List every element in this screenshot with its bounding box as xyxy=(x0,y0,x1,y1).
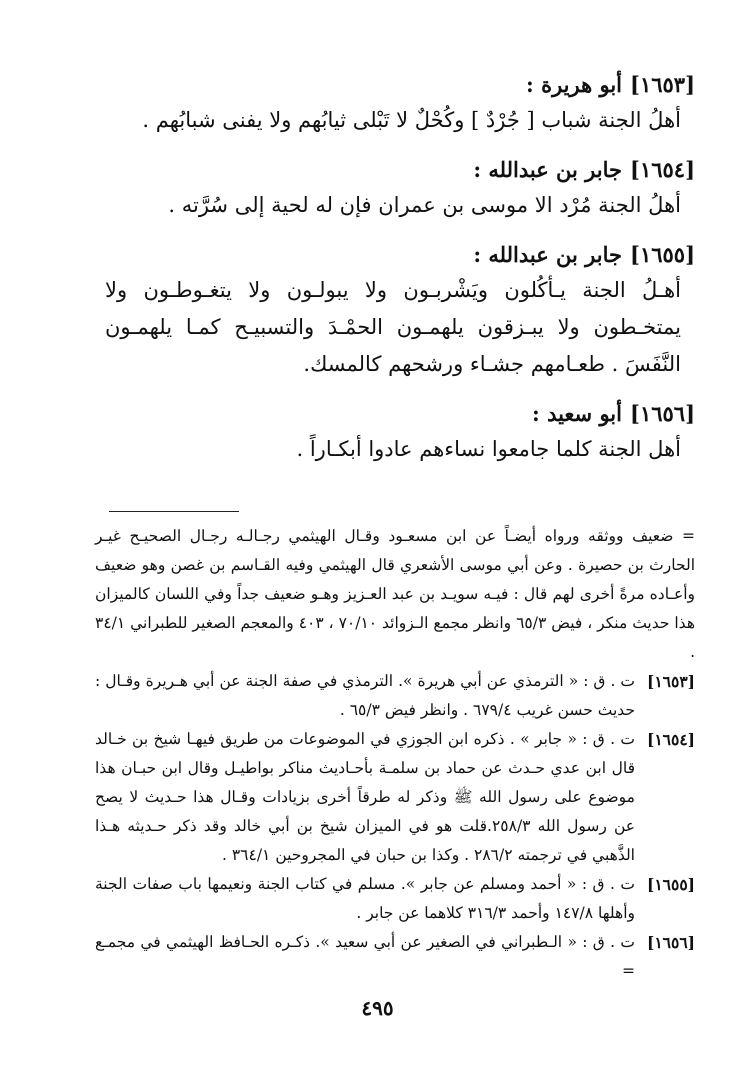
entry-narrator: أبو هريرة : xyxy=(526,72,622,97)
footnote-number: [١٦٥٦] xyxy=(647,933,695,952)
footnote-number: [١٦٥٥] xyxy=(647,875,695,894)
entry-number: [١٦٥٤] xyxy=(630,157,695,182)
entry-text: أهـلُ الجنة يـأكُلون ويَشْربـون ولا يبولـون ولا يتغـوطـون ولا يمتخـطون ولا يبـزقون يلهمـون الحمْـدَ والتسبيـح كمـا يلهمـون النَّفَسَ . طعـامهم جشـاء ورشحهم كالمسك. xyxy=(105,278,681,376)
footnote-divider xyxy=(109,511,239,512)
footnote xyxy=(95,928,695,986)
entry-text: أهلُ الجنة مُرْد الا موسى بن عمران فإن له لحية إلى سُرَّته . xyxy=(168,193,681,217)
entry-heading xyxy=(105,153,695,187)
hadith-entry xyxy=(105,238,695,383)
entry-heading xyxy=(105,397,695,431)
entry-heading xyxy=(105,68,695,102)
footnote-text: ت . ق : « جابر » . ذكره ابن الجوزي في الموضوعات من طريق فيهـا شيخ بن خـالد قال ابن عدي حـدث عن حماد بن سلمـة بأحـاديث مناكر بواطيـل وقال ابن حبـان هذا موضوع على رسول الله ﷺ وذكر له طرقاً أخرى بزيادات وقـال هذا حـديث لا يصح عن رسول الله ٢٥٨/٣.قلت هو في الميزان شيخ بن أبي خالد وقد ذكر حـديثه هـذا الذَّهبي في ترجمته ٢٨٦/٢ . وكذا بن حبان في المجروحين ٣٦٤/١ . xyxy=(95,730,635,864)
footnote xyxy=(95,725,695,870)
footnote-text: ت . ق : « الترمذي عن أبي هريرة ». الترمذي في صفة الجنة عن أبي هـريرة وقـال : حديث حسن غريب ٦٧٩/٤ . وانظر فيض ٦٥/٣ . xyxy=(95,672,635,719)
entry-text: أهلُ الجنة شباب [ جُرْدٌ ] وكُحْلٌ لا تَبْلى ثيابُهم ولا يفنى شبابُهم . xyxy=(142,108,681,132)
hadith-entries xyxy=(105,68,695,482)
hadith-entry xyxy=(105,153,695,224)
footnote-text: ت . ق : « أحمد ومسلم عن جابر ». مسلم في كتاب الجنة ونعيمها باب صفات الجنة وأهلها ١٤٧/٨ وأحمد ٣١٦/٣ كلاهما عن جابر . xyxy=(95,875,635,922)
entry-number: [١٦٥٦] xyxy=(630,401,695,426)
entry-narrator: جابر بن عبدالله : xyxy=(473,157,622,182)
entry-narrator: جابر بن عبدالله : xyxy=(473,242,622,267)
entry-heading xyxy=(105,238,695,272)
entry-number: [١٦٥٣] xyxy=(630,72,695,97)
footnote-number: [١٦٥٣] xyxy=(647,672,695,691)
entry-text: أهل الجنة كلما جامعوا نساءهم عادوا أبكـاراً . xyxy=(296,437,681,461)
footnote xyxy=(95,870,695,928)
entry-narrator: أبو سعيد : xyxy=(532,401,622,426)
footnote xyxy=(95,667,695,725)
footnote-number: [١٦٥٤] xyxy=(647,730,695,749)
footnote-continuation: = ضعيف ووثقه ورواه أيضـاً عن ابن مسعـود وقـال الهيثمي رجـالـه رجـال الصحيـح غيـر الحارث بن حصيرة . وعن أبي موسى الأشعري قال الهيثمي وفيه القـاسم بن غصن وهو ضعيف وأعـاده مرةً أخرى لهم قال : فيـه سويـد بن عبد العـزيز وهـو ضعيف جداً وفي اللسان كالميزان هذا حديث منكر ، فيض ٦٥/٣ وانظر مجمع الـزوائد ٧٠/١٠ ، ٤٠٣ والمعجم الصغير للطبراني ٣٤/١ . xyxy=(95,527,695,661)
footnotes xyxy=(95,522,695,986)
entry-number: [١٦٥٥] xyxy=(630,242,695,267)
hadith-entry xyxy=(105,397,695,468)
page-number: ٤٩٥ xyxy=(361,996,394,1020)
hadith-entry xyxy=(105,68,695,139)
footnote-text: ت . ق : « الـطبراني في الصغير عن أبي سعيد ». ذكـره الحـافظ الهيثمي في مجمـع = xyxy=(95,933,635,980)
